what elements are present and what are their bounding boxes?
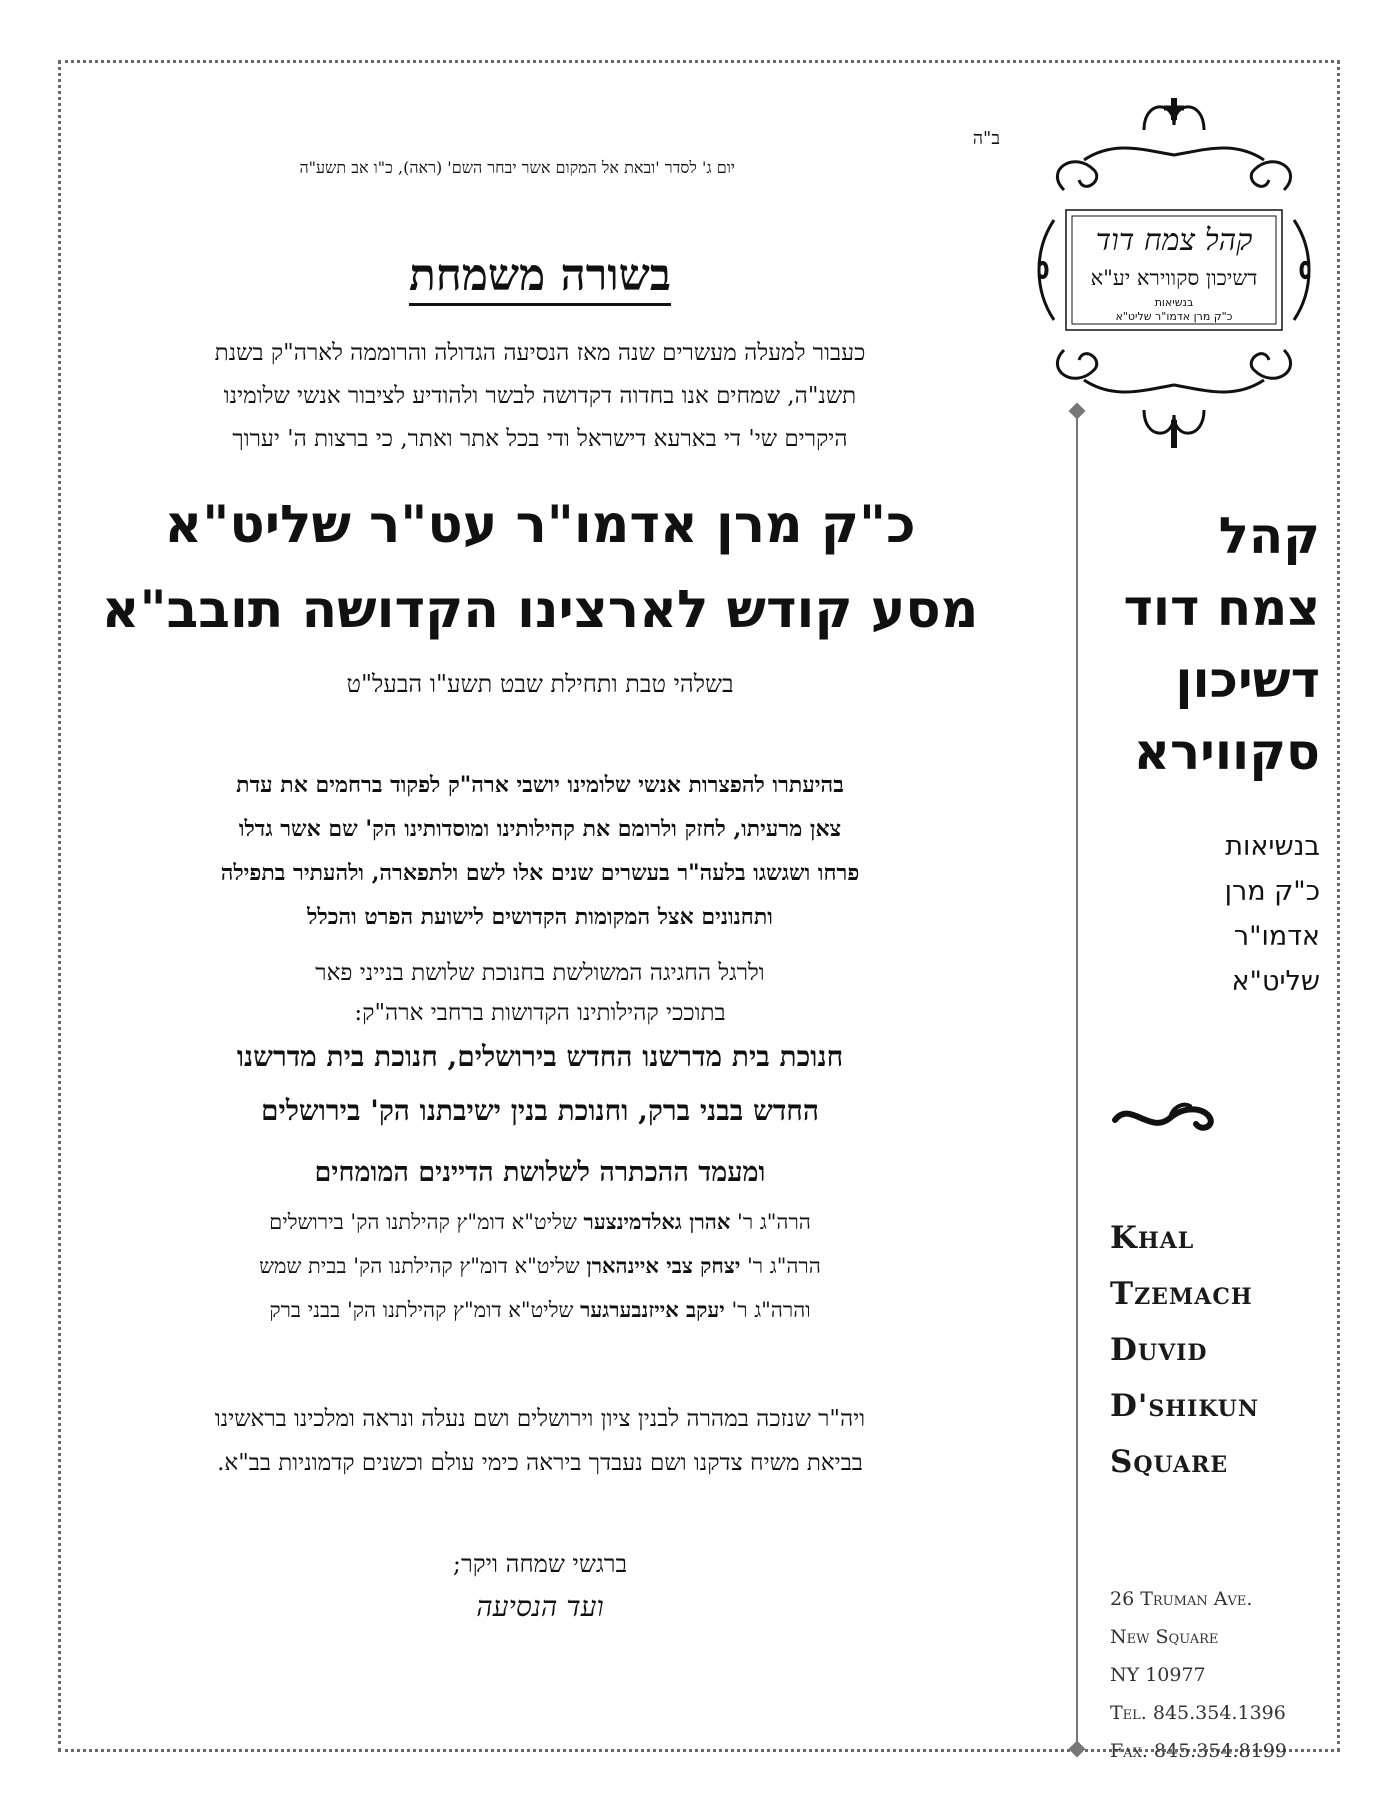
dedication-line: חנוכת בית מדרשנו החדש בירושלים, חנוכת בית מדרשנו bbox=[236, 1040, 844, 1073]
judge-name: יצחק צבי איינהארן bbox=[586, 1253, 741, 1278]
address-line: 26 Truman Ave. bbox=[1110, 1588, 1253, 1610]
emblem-line-3: בנשיאות bbox=[1154, 296, 1194, 309]
org-name-english bbox=[1110, 1210, 1340, 1490]
org-name-en-line: Tzemach bbox=[1110, 1276, 1253, 1312]
leadership-line: כ"ק מרן bbox=[1224, 876, 1320, 907]
purpose-line: צאן מרעיתו, לחזק ולרומם את קהילותינו ומוסדותינו הק' שם אשר גדלו bbox=[238, 816, 842, 842]
dedication-paragraph bbox=[80, 1030, 1000, 1138]
judge-line: והרה"ג ר' יעקב אייזנבערגער שליט"א דומ"ץ קהילתנו הק' בבני ברק bbox=[269, 1297, 811, 1322]
crowning-heading: ומעמד ההכתרה לשלושת הדיינים המומחים bbox=[314, 1157, 766, 1188]
intro-line: כעבור למעלה מעשרים שנה מאז הנסיעה הגדולה והרוממה לארה"ק בשנת bbox=[214, 340, 866, 366]
greeting: ברגשי שמחה ויקר; bbox=[452, 1550, 628, 1578]
leadership-line: שליט"א bbox=[1231, 966, 1320, 997]
phone-line: Tel. 845.354.1396 bbox=[1110, 1702, 1286, 1724]
intro-line: היקרים שי' די בארעא דישראל ודי בכל אתר ואתר, כי ברצות ה' יערוך bbox=[232, 426, 848, 452]
leadership-line: בנשיאות bbox=[1225, 831, 1320, 862]
org-name-en-line: Khal bbox=[1110, 1220, 1195, 1256]
signature: ועד הנסיעה bbox=[476, 1590, 604, 1623]
purpose-line: בהיעתרו להפצרות אנשי שלומינו יושבי ארה"ק לפקוד ברחמים את עדת bbox=[236, 772, 844, 798]
org-name-en-line: Duvid bbox=[1110, 1332, 1208, 1368]
org-name-line: צמח דוד bbox=[1123, 579, 1320, 637]
address-line: New Square bbox=[1110, 1626, 1219, 1648]
purpose-line: ותחנונים אצל המקומות הקדושים לישועת הפרט והכלל bbox=[307, 904, 773, 930]
judge-name: אהרן גאלדמינצער bbox=[583, 1209, 731, 1234]
announcement-title: בשורה משמחת bbox=[80, 250, 1000, 301]
org-name-line: דשיכון bbox=[1175, 651, 1320, 709]
divider-line bbox=[1076, 410, 1078, 1750]
judges-list bbox=[80, 1200, 1000, 1332]
headline-rebbe: כ"ק מרן אדמו"ר עט"ר שליט"א bbox=[164, 495, 916, 555]
emblem-line-4: כ"ק מרן אדמו"ר שליט"א bbox=[1115, 310, 1233, 323]
org-name-line: קהל bbox=[1218, 507, 1320, 565]
emblem-line-2: דשיכון סקווירא יע"א bbox=[1090, 266, 1258, 290]
closing-line: ויה"ר שנזכה במהרה לבנין ציון וירושלים ושם נעלה ונראה ומלכינו בראשינו bbox=[214, 1406, 866, 1432]
emblem-logo bbox=[1024, 80, 1324, 460]
org-name-en-line: D'shikun bbox=[1110, 1388, 1259, 1424]
leadership-line: אדמו"ר bbox=[1233, 921, 1320, 952]
divider-cap-bottom bbox=[1069, 1741, 1086, 1758]
sidebar bbox=[1010, 60, 1340, 1762]
fax-line: Fax. 845.354.8199 bbox=[1110, 1740, 1287, 1762]
bh-marker: ב"ה bbox=[972, 128, 1000, 149]
address-line: NY 10977 bbox=[1110, 1664, 1206, 1686]
closing-paragraph bbox=[80, 1397, 1000, 1485]
org-name-line: סקווירא bbox=[1133, 723, 1320, 781]
headline-journey: מסע קודש לארצינו הקדושה תובב"א bbox=[101, 580, 979, 640]
closing-line: בביאת משיח צדקנו ושם נעבדך ביראה כימי עולם וכשנים קדמוניות בב"א. bbox=[217, 1450, 863, 1476]
judge-line: הרה"ג ר' אהרן גאלדמינצער שליט"א דומ"ץ קהילתנו הק' בירושלים bbox=[269, 1209, 811, 1234]
judge-line: הרה"ג ר' יצחק צבי איינהארן שליט"א דומ"ץ קהילתנו הק' בבית שמש bbox=[259, 1253, 821, 1278]
emblem-line-1: קהל צמח דוד bbox=[1095, 223, 1253, 258]
intro-line: תשנ"ה, שמחים אנו בחדוה דקדושה לבשר ולהודיע לציבור אנשי שלומינו bbox=[223, 383, 857, 409]
celebration-line: ולרגל החגיגה המשולשת בחנוכת שלושת בנייני פאר bbox=[315, 960, 765, 986]
flourish-icon bbox=[1110, 1090, 1220, 1140]
purpose-line: פרחו ושגשגו בלעה"ר בעשרים שנים אלו לשם ולתפארה, ולהעתיר בתפילה bbox=[220, 860, 860, 886]
contact-address bbox=[1110, 1580, 1340, 1770]
org-name-hebrew bbox=[1110, 500, 1320, 788]
journey-date: בשלהי טבת ותחילת שבט תשע"ו הבעל"ט bbox=[346, 670, 734, 698]
dedication-line: החדש בבני ברק, וחנוכת בנין ישיבתנו הק' בירושלים bbox=[261, 1094, 819, 1127]
date-line: יום ג' לסדר 'ובאת אל המקום אשר יבחר השם' (ראה), כ"ו אב תשע"ה bbox=[299, 158, 735, 177]
judge-name: יעקב אייזנבערגער bbox=[580, 1297, 725, 1322]
celebration-paragraph bbox=[80, 953, 1000, 1033]
purpose-paragraph bbox=[80, 763, 1000, 939]
under-leadership bbox=[1110, 824, 1320, 1004]
intro-paragraph bbox=[80, 332, 1000, 461]
org-name-en-line: Square bbox=[1110, 1444, 1229, 1480]
celebration-line: בתוככי קהילותינו הקדושות ברחבי ארה"ק: bbox=[354, 1000, 726, 1026]
